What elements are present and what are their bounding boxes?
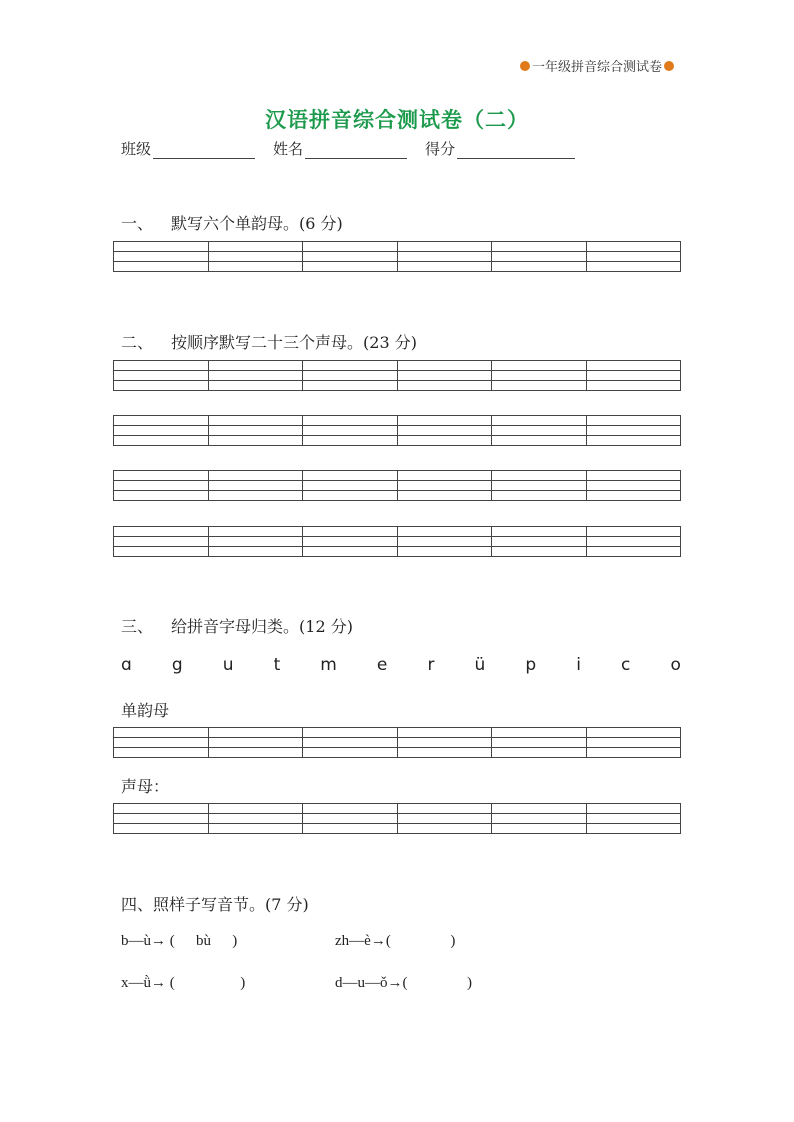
- answer-box[interactable]: bù: [196, 933, 211, 949]
- orange-dot-icon: [520, 61, 530, 71]
- letter: o: [670, 655, 681, 675]
- letter: r: [427, 655, 435, 675]
- score-label: 得分: [425, 140, 456, 158]
- example-item: b—ù→ ( bù ): [121, 933, 238, 949]
- writing-grid-2a[interactable]: [113, 360, 681, 391]
- section-2-title: 二、 按顺序默写二十三个声母。(23 分): [121, 333, 417, 352]
- initials-label: 声母：: [121, 777, 170, 796]
- name-label: 姓名: [273, 140, 304, 158]
- class-blank[interactable]: [153, 142, 255, 159]
- example-item: d—u—ǒ→( ): [335, 975, 472, 991]
- name-field: [273, 138, 407, 159]
- writing-grid-3b[interactable]: [113, 803, 681, 834]
- section-3-title: 三、 给拼音字母归类。(12 分): [121, 617, 353, 636]
- header-tag: [518, 56, 676, 75]
- letter-row: [121, 655, 681, 675]
- letter: u: [222, 655, 234, 675]
- class-label: 班级: [121, 140, 152, 158]
- letter: c: [621, 655, 631, 675]
- writing-grid-2b[interactable]: [113, 415, 681, 446]
- letter: e: [376, 655, 388, 675]
- section-4-title: 四、照样子写音节。(7 分): [121, 895, 309, 914]
- letter: m: [320, 655, 337, 675]
- page-title: 汉语拼音综合测试卷（二）: [265, 107, 529, 132]
- letter: g: [171, 655, 183, 675]
- example-item: zh—è→( ): [335, 933, 456, 949]
- letter: ɑ: [121, 655, 132, 675]
- class-field: [121, 138, 255, 159]
- writing-grid-2c[interactable]: [113, 470, 681, 501]
- writing-grid-3a[interactable]: [113, 727, 681, 758]
- header-tag-text: 一年级拼音综合测试卷: [531, 60, 662, 75]
- single-finals-label: 单韵母: [121, 701, 170, 720]
- letter: t: [273, 655, 281, 675]
- section-1-title: 一、 默写六个单韵母。(6 分): [121, 214, 343, 233]
- score-field: [425, 138, 575, 159]
- name-blank[interactable]: [305, 142, 407, 159]
- writing-grid-2d[interactable]: [113, 526, 681, 557]
- letter: i: [576, 655, 581, 675]
- letter: p: [525, 655, 537, 675]
- letter: ü: [474, 655, 486, 675]
- orange-dot-icon: [664, 61, 674, 71]
- score-blank[interactable]: [457, 142, 575, 159]
- writing-grid-1[interactable]: [113, 241, 681, 272]
- example-item: x—ǜ→ ( ): [121, 975, 246, 991]
